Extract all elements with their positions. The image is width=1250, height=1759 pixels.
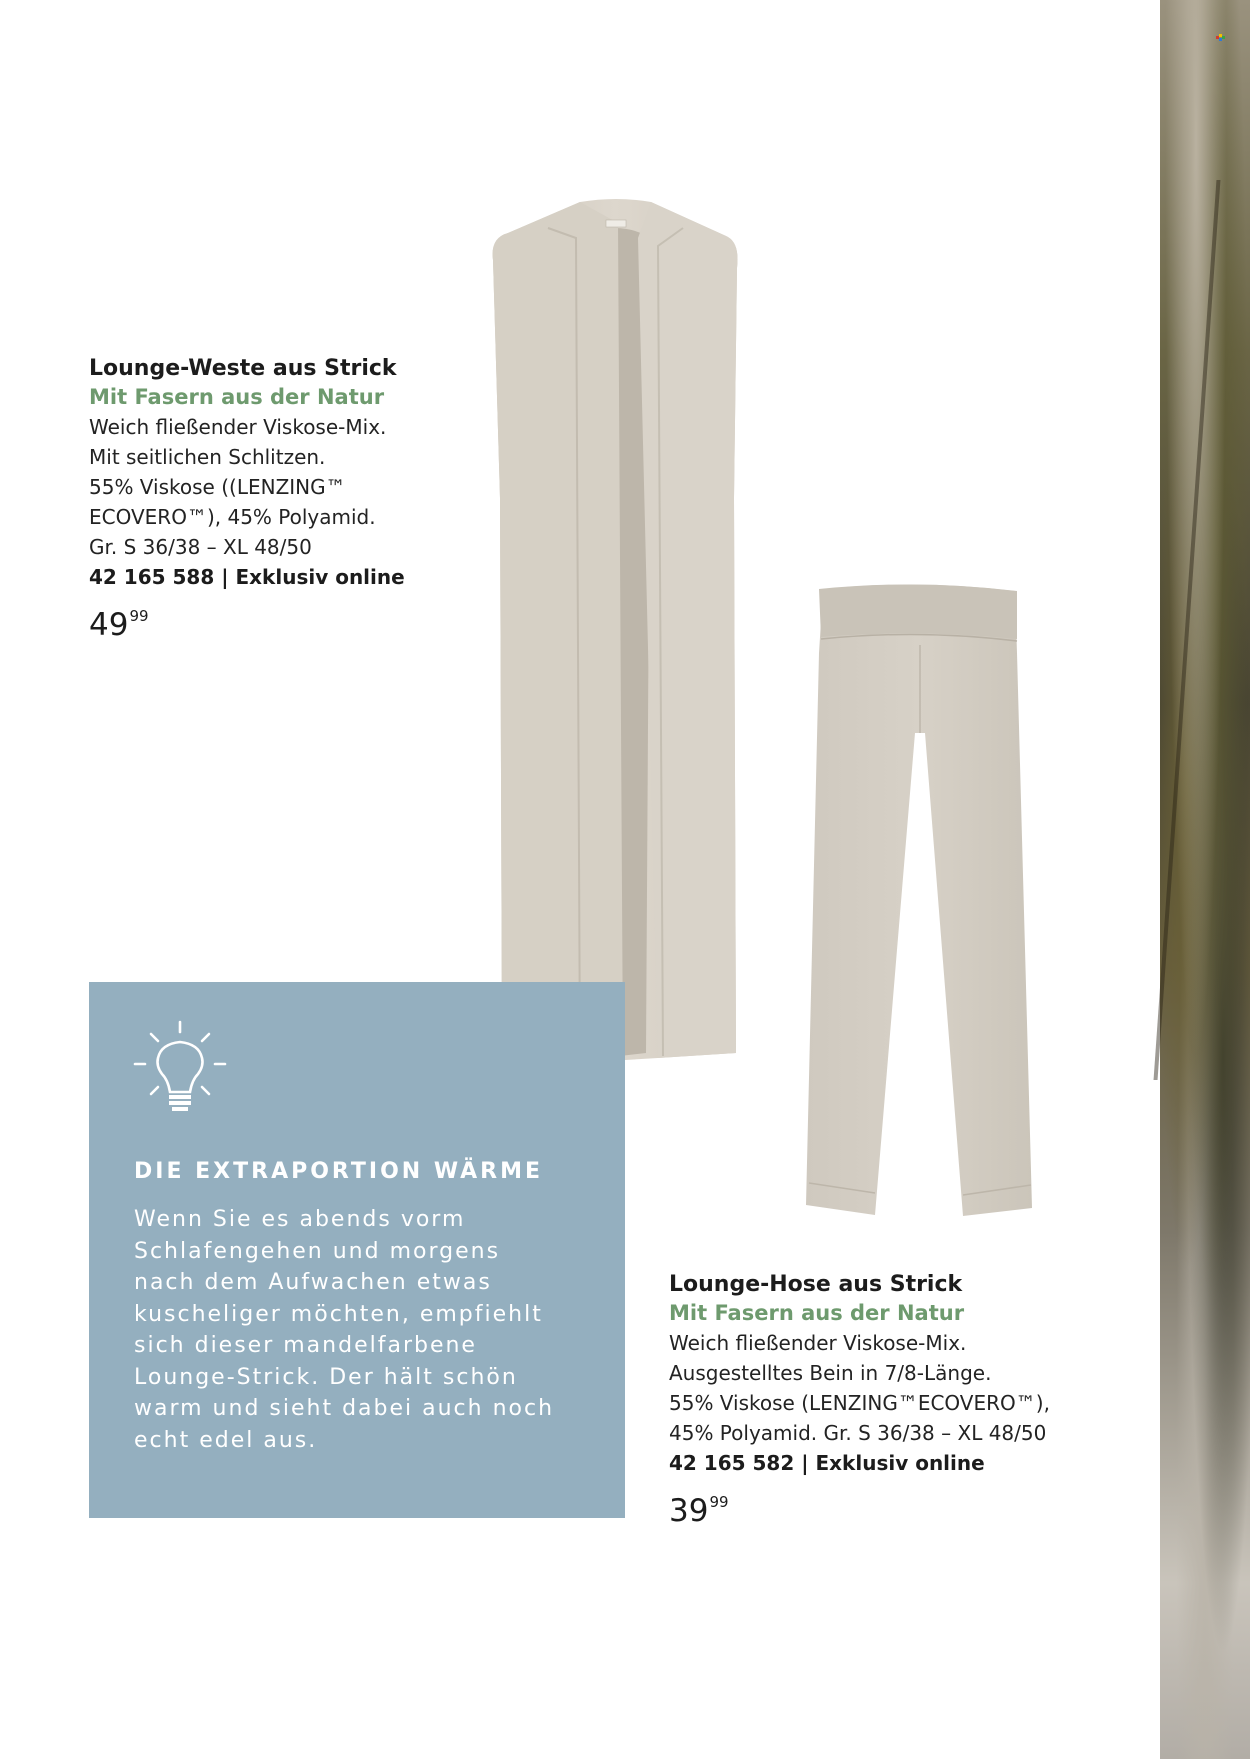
vest-description-line: Weich fließender Viskose-Mix. (89, 415, 387, 439)
lightbulb-icon (132, 1020, 228, 1120)
pants-description-line: Weich fließender Viskose-Mix. (669, 1331, 967, 1355)
vest-subtitle: Mit Fasern aus der Natur (89, 385, 385, 409)
vest-description-line: Gr. S 36/38 – XL 48/50 (89, 535, 312, 559)
vest-description-line: ECOVERO™), 45% Polyamid. (89, 505, 376, 529)
knit-pants-image (803, 583, 1035, 1217)
nature-photo-strip (1160, 0, 1250, 1759)
tip-body-line: sich dieser mandelfarbene (134, 1333, 477, 1358)
pants-description-line: 45% Polyamid. Gr. S 36/38 – XL 48/50 (669, 1421, 1047, 1445)
vest-description-line: 55% Viskose ((LENZING™ (89, 475, 346, 499)
vest-article-code: 42 165 588 | Exklusiv online (89, 565, 405, 589)
tip-body-line: kuscheliger möchten, empfiehlt (134, 1301, 543, 1327)
tip-body-line: Wenn Sie es abends vorm (134, 1207, 466, 1232)
vest-title: Lounge-Weste aus Strick (89, 356, 397, 381)
tip-body-line: echt edel aus. (134, 1427, 318, 1453)
pants-product-info (669, 1270, 1129, 1529)
tip-body-line: nach dem Aufwachen etwas (134, 1270, 492, 1295)
tip-box (89, 982, 625, 1518)
pants-subtitle: Mit Fasern aus der Natur (669, 1301, 965, 1325)
pants-price: $39^{99}$ (669, 1493, 729, 1529)
vest-description-line: Mit seitlichen Schlitzen. (89, 445, 326, 469)
knit-vest-image (488, 198, 743, 1064)
tip-heading: DIE EXTRAPORTION WÄRME (134, 1159, 544, 1184)
tip-body-line: Lounge-Strick. Der hält schön (134, 1364, 518, 1390)
tip-body (134, 1204, 604, 1456)
color-dots-decoration (1216, 34, 1226, 42)
vest-price: $49^{99}$ (89, 607, 149, 643)
vest-product-info (89, 354, 449, 643)
pants-description-line: Ausgestelltes Bein in 7/8-Länge. (669, 1361, 992, 1385)
pants-title: Lounge-Hose aus Strick (669, 1272, 963, 1297)
tip-body-line: warm und sieht dabei auch noch (134, 1396, 555, 1421)
pants-description-line: 55% Viskose (LENZING™ECOVERO™), (669, 1391, 1050, 1415)
pants-article-code: 42 165 582 | Exklusiv online (669, 1451, 985, 1475)
tip-body-line: Schlafengehen und morgens (134, 1238, 501, 1264)
